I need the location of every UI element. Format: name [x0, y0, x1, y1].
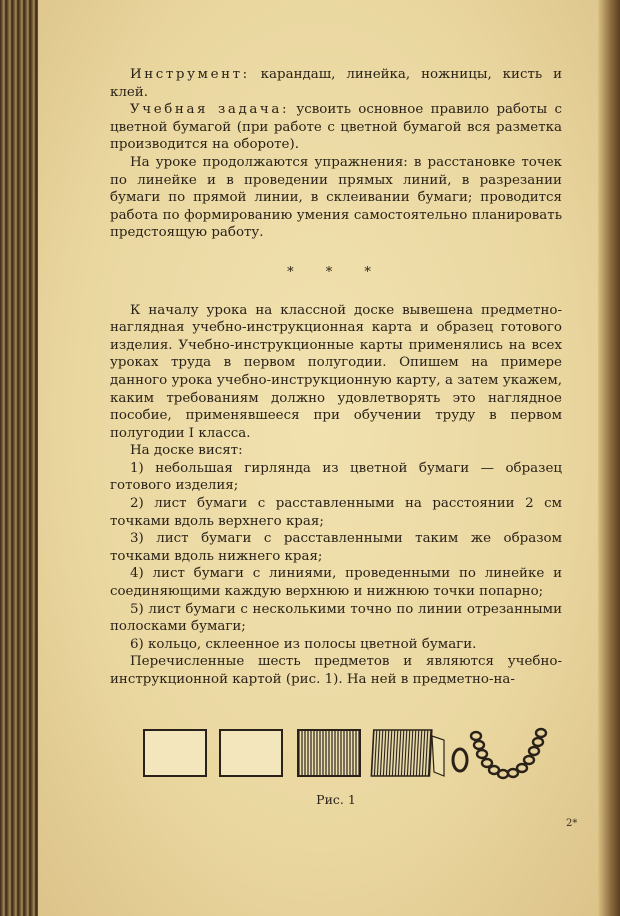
list-item: 3) лист бумаги с расставленными таким же образом точками вдоль нижнего края;	[110, 531, 562, 564]
figure-1	[142, 726, 552, 782]
sheet-lines	[298, 730, 360, 776]
list-item: 5) лист бумаги с несколькими точно по линии отрезанными полосками бумаги;	[110, 601, 562, 635]
signature-mark: 2*	[566, 818, 578, 829]
garland-sample	[471, 729, 546, 778]
paragraph-task	[110, 101, 562, 154]
page-edge	[598, 0, 620, 916]
sheet-cut-strips	[371, 730, 444, 776]
section-divider: * * *	[287, 264, 385, 280]
page-text	[110, 66, 562, 689]
paragraph-board: К началу урока на классной доске вывешена предметно-наглядная учебно-инструкционная карта и образец готового изделия. Учебно-инструкционные карты применялись на всех уроках труда в первом полугодии. Опишем на примере данного урока учебно-инструкционную карту, а затем укажем, каким требованиям должно удовлетворять это наглядное пособие, применявшееся при обучении труду в первом полугодии I класса.	[110, 302, 562, 441]
paper-ring	[453, 749, 467, 771]
sheet-dots-bottom	[220, 730, 282, 776]
paragraph-hanging: На доске висят:	[130, 443, 243, 459]
list-item: 1) небольшая гирлянда из цветной бумаги — образец готового изделия;	[110, 460, 562, 494]
task-label: Учебная задача:	[130, 102, 290, 118]
paragraph-instrument	[110, 66, 562, 101]
list-item: 4) лист бумаги с линиями, проведенными по линейке и соединяющими каждую верхнюю и нижнюю точки попарно;	[110, 566, 562, 600]
book-spine	[0, 0, 38, 916]
list-item: 6) кольцо, склеенное из полосы цветной бумаги.	[130, 636, 477, 652]
instrument-text: карандаш, линейка, ножницы, кисть и клей.	[110, 67, 562, 100]
figure-caption: Рис. 1	[316, 792, 356, 807]
paragraph-summary: Перечисленные шесть предметов и являются учебно-инструкционной картой (рис. 1). На ней в предметно-на-	[110, 654, 562, 687]
list-item: 2) лист бумаги с расставленными на расстоянии 2 см точками вдоль верхнего края;	[110, 496, 562, 529]
instrument-label: Инструмент:	[130, 67, 250, 82]
sheet-dots-top	[144, 730, 206, 776]
task-text: усвоить основное правило работы с цветной бумагой (при работе с цветной бумагой вся разметка производится на обороте).	[110, 102, 563, 153]
paragraph-lesson: На уроке продолжаются упражнения: в расстановке точек по линейке и в проведении прямых линий, в разрезании бумаги по прямой линии, в склеивании бумаги; проводится работа по формированию умения самостоятельно планировать предстоящую работу.	[110, 154, 562, 241]
